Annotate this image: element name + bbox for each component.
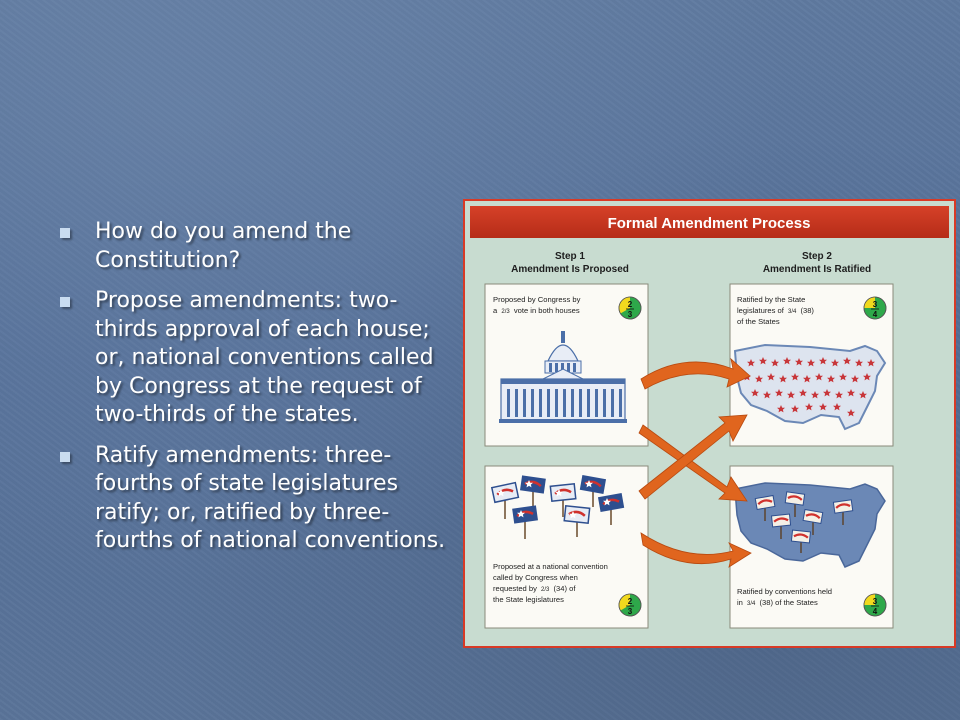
- step2-label: Amendment Is Ratified: [762, 264, 872, 275]
- bullet-list: [58, 218, 458, 568]
- svg-text:a 2/3 vote in: a 2/3 vote in both houses: [493, 306, 580, 315]
- svg-text:4: 4: [872, 607, 878, 616]
- figure-title: Formal Amendment Process: [607, 215, 811, 232]
- two-thirds-pie-icon: [619, 297, 641, 319]
- bullet-text: Propose amendments: two-thirds approval of each house; or, national conventions called by Congress at the request of two-thirds of the states.: [95, 288, 434, 427]
- bullet-item: [58, 287, 458, 430]
- svg-text:Ratified by the State: Ratified by the State: [737, 295, 806, 304]
- svg-text:called by Congress when: called by Congress when: [493, 573, 578, 582]
- svg-text:2: 2: [627, 597, 633, 606]
- svg-text:Proposed by Congress by: Proposed by Congress by: [493, 295, 581, 304]
- amendment-process-figure: [463, 199, 956, 648]
- amendment-diagram: [465, 201, 954, 646]
- step1-label: Amendment Is Proposed: [511, 264, 629, 275]
- conventions-ratify-box: [730, 466, 893, 628]
- congress-proposal-box: [485, 284, 648, 446]
- square-bullet-icon: [60, 452, 70, 462]
- legislatures-ratify-box: [730, 284, 893, 446]
- svg-text:3: 3: [872, 300, 878, 309]
- svg-text:of the States: of the States: [737, 317, 780, 326]
- square-bullet-icon: [60, 297, 70, 307]
- step1-number: Step 1: [554, 251, 586, 262]
- svg-text:Proposed at a national convent: Proposed at a national convention: [493, 562, 608, 571]
- bullet-text: How do you amend the Constitution?: [95, 219, 352, 273]
- svg-text:4: 4: [872, 310, 878, 319]
- svg-text:requested by 2/3: requested by 2/3 (34) of: [493, 584, 576, 593]
- svg-text:3: 3: [627, 607, 633, 616]
- bullet-text: Ratify amendments: three-fourths of state legislatures ratify; or, ratified by three-fourths of national conventions.: [95, 442, 446, 553]
- svg-text:legislatures of 3/4: legislatures of 3/4 (38): [737, 306, 814, 315]
- three-fourths-pie-icon: [864, 594, 886, 616]
- svg-text:Ratified by conventions held: Ratified by conventions held: [737, 587, 832, 596]
- convention-proposal-box: [485, 466, 648, 628]
- svg-text:3: 3: [872, 597, 878, 606]
- square-bullet-icon: [60, 228, 70, 238]
- two-thirds-pie-icon: [619, 594, 641, 616]
- step2-number: Step 2: [801, 251, 833, 262]
- svg-text:the State legislatures: the State legislatures: [493, 595, 564, 604]
- bullet-item: [58, 218, 458, 275]
- svg-text:2: 2: [627, 300, 633, 309]
- bullet-item: [58, 442, 458, 556]
- svg-text:in 3/4 (38) of: in 3/4 (38) of the States: [737, 598, 818, 607]
- three-fourths-pie-icon: [864, 297, 886, 319]
- svg-text:3: 3: [627, 310, 633, 319]
